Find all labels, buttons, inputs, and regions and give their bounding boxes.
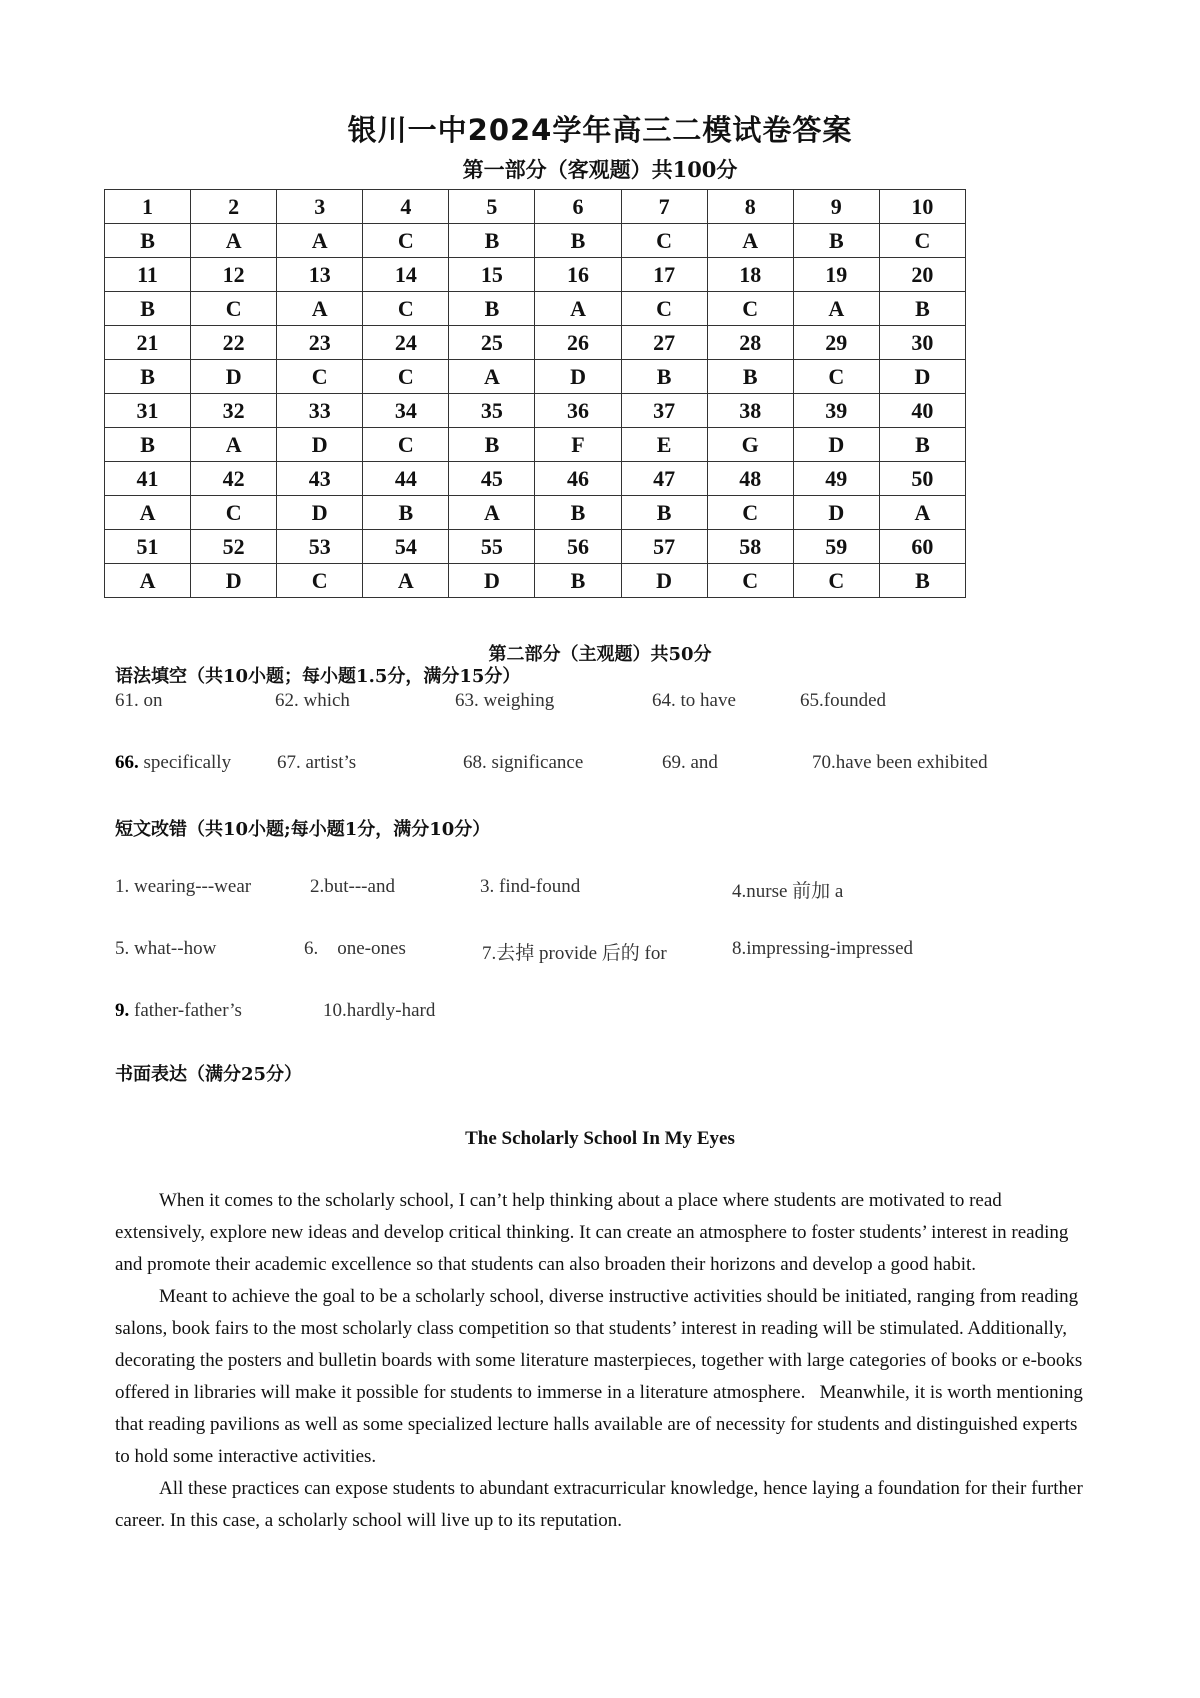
question-number-cell: 23 <box>277 326 363 360</box>
answer-cell: D <box>191 564 277 598</box>
answer-cell: B <box>449 292 535 326</box>
question-number-cell: 12 <box>191 258 277 292</box>
correction-answer: 10.hardly-hard <box>323 1000 436 1021</box>
question-number-cell: 31 <box>105 394 191 428</box>
question-number-cell: 57 <box>621 530 707 564</box>
question-number-row <box>105 530 966 564</box>
question-number-row <box>105 326 966 360</box>
answer-cell: C <box>363 360 449 394</box>
correction-answer: 5. what--how <box>115 938 217 959</box>
answer-cell: D <box>277 496 363 530</box>
question-number-cell: 29 <box>793 326 879 360</box>
correction-answer <box>115 1000 242 1022</box>
question-number-cell: 60 <box>879 530 965 564</box>
essay-paragraph: When it comes to the scholarly school, I can’t help thinking about a place where students are motivated to read extensively, explore new ideas and develop critical thinking. It can create an atmosphere to foster students’ interest in reading and promote their academic excellence so that students can also broaden their horizons and develop a good habit. <box>115 1190 1069 1275</box>
answer-cell: D <box>277 428 363 462</box>
answer-cell: B <box>621 496 707 530</box>
question-number-cell: 13 <box>277 258 363 292</box>
question-number-cell: 59 <box>793 530 879 564</box>
answer-cell: G <box>707 428 793 462</box>
question-number-cell: 47 <box>621 462 707 496</box>
answer-cell: B <box>535 224 621 258</box>
correction-answer: 2.but---and <box>310 876 395 897</box>
answer-cell: B <box>105 224 191 258</box>
essay-paragraph: Meant to achieve the goal to be a scholarly school, diverse instructive activities should be initiated, ranging from reading salons, book fairs to the most scholarly class competition so that students’ interest in reading will be stimulated. Additionally, decorating the posters and bulletin boards with some literature masterpieces, together with large categories of books or e-books offered in libraries will make it possible for students to immerse in a literature atmosphere. Meanwhile, it is worth mentioning that reading pavilions as well as some specialized lecture halls available are of necessity for students and distinguished experts to hold some interactive activities. <box>115 1286 1088 1467</box>
question-number-row <box>105 258 966 292</box>
question-number-cell: 22 <box>191 326 277 360</box>
question-number-cell: 9 <box>793 190 879 224</box>
question-number-cell: 4 <box>363 190 449 224</box>
answer-text: father-father’s <box>129 1000 242 1021</box>
question-number-cell: 56 <box>535 530 621 564</box>
question-number-cell: 35 <box>449 394 535 428</box>
grammar-answer: 70.have been exhibited <box>812 752 988 773</box>
question-number-cell: 53 <box>277 530 363 564</box>
answer-row <box>105 496 966 530</box>
answer-cell: C <box>707 496 793 530</box>
writing-heading: 书面表达（满分25分） <box>115 1064 303 1085</box>
answer-cell: C <box>707 564 793 598</box>
answer-cell: B <box>879 292 965 326</box>
question-number-cell: 37 <box>621 394 707 428</box>
answer-cell: A <box>191 428 277 462</box>
question-number-cell: 21 <box>105 326 191 360</box>
answer-cell: A <box>105 564 191 598</box>
answer-cell: B <box>105 360 191 394</box>
answer-text: specifically <box>138 752 232 773</box>
answer-cell: E <box>621 428 707 462</box>
question-number-cell: 27 <box>621 326 707 360</box>
answer-row <box>105 564 966 598</box>
question-number-cell: 24 <box>363 326 449 360</box>
answer-cell: A <box>363 564 449 598</box>
question-number-cell: 49 <box>793 462 879 496</box>
answer-cell: B <box>621 360 707 394</box>
question-number-cell: 51 <box>105 530 191 564</box>
answer-cell: D <box>191 360 277 394</box>
answer-cell: C <box>621 292 707 326</box>
question-number-cell: 42 <box>191 462 277 496</box>
question-number-cell: 14 <box>363 258 449 292</box>
question-number-cell: 16 <box>535 258 621 292</box>
question-number-cell: 46 <box>535 462 621 496</box>
question-number-cell: 3 <box>277 190 363 224</box>
answer-cell: A <box>449 496 535 530</box>
question-number-cell: 32 <box>191 394 277 428</box>
question-number-cell: 8 <box>707 190 793 224</box>
answer-cell: B <box>793 224 879 258</box>
question-number-cell: 17 <box>621 258 707 292</box>
answer-cell: C <box>191 292 277 326</box>
answer-cell: A <box>793 292 879 326</box>
question-number-cell: 6 <box>535 190 621 224</box>
correction-answer: 7.去掉 provide 后的 for <box>482 943 667 964</box>
question-number-cell: 1 <box>105 190 191 224</box>
question-number-cell: 54 <box>363 530 449 564</box>
answer-cell: D <box>793 428 879 462</box>
question-number-cell: 34 <box>363 394 449 428</box>
question-number-cell: 10 <box>879 190 965 224</box>
grammar-answer: 69. and <box>662 752 718 773</box>
answer-cell: B <box>363 496 449 530</box>
answer-number: 9. <box>115 1000 130 1021</box>
correction-heading: 短文改错（共10小题;每小题1分，满分10分） <box>115 819 491 840</box>
question-number-cell: 39 <box>793 394 879 428</box>
question-number-cell: 26 <box>535 326 621 360</box>
answer-cell: B <box>879 428 965 462</box>
answer-cell: B <box>707 360 793 394</box>
question-number-cell: 55 <box>449 530 535 564</box>
question-number-cell: 48 <box>707 462 793 496</box>
question-number-cell: 33 <box>277 394 363 428</box>
answer-cell: C <box>277 360 363 394</box>
question-number-cell: 52 <box>191 530 277 564</box>
answer-row <box>105 224 966 258</box>
answer-cell: C <box>707 292 793 326</box>
correction-answer: 3. find-found <box>480 876 581 897</box>
question-number-cell: 20 <box>879 258 965 292</box>
answer-cell: B <box>535 564 621 598</box>
question-number-row <box>105 190 966 224</box>
answer-cell: B <box>449 224 535 258</box>
question-number-cell: 36 <box>535 394 621 428</box>
question-number-cell: 58 <box>707 530 793 564</box>
question-number-cell: 11 <box>105 258 191 292</box>
answer-cell: A <box>277 224 363 258</box>
grammar-answer: 62. which <box>275 690 350 711</box>
correction-answer: 6. one-ones <box>304 938 406 959</box>
answer-cell: D <box>621 564 707 598</box>
question-number-cell: 2 <box>191 190 277 224</box>
part2-title: 第二部分（主观题）共50分 <box>488 644 712 665</box>
grammar-answer: 68. significance <box>463 752 584 773</box>
grammar-answer <box>115 752 231 774</box>
answer-cell: A <box>449 360 535 394</box>
question-number-cell: 44 <box>363 462 449 496</box>
answer-cell: D <box>449 564 535 598</box>
answer-cell: D <box>793 496 879 530</box>
answer-cell: C <box>277 564 363 598</box>
question-number-cell: 40 <box>879 394 965 428</box>
answer-cell: C <box>879 224 965 258</box>
correction-answer: 1. wearing---wear <box>115 876 252 897</box>
answer-cell: C <box>793 360 879 394</box>
question-number-cell: 19 <box>793 258 879 292</box>
answer-cell: A <box>535 292 621 326</box>
answer-cell: B <box>105 428 191 462</box>
question-number-row <box>105 462 966 496</box>
answer-table <box>104 189 966 598</box>
question-number-cell: 45 <box>449 462 535 496</box>
question-number-cell: 28 <box>707 326 793 360</box>
answer-cell: C <box>363 428 449 462</box>
answer-cell: C <box>191 496 277 530</box>
grammar-answer: 61. on <box>115 690 163 711</box>
essay-body <box>115 1185 1095 1537</box>
question-number-cell: 25 <box>449 326 535 360</box>
answer-cell: C <box>363 224 449 258</box>
answer-cell: B <box>449 428 535 462</box>
correction-answer: 4.nurse 前加 a <box>732 881 844 902</box>
question-number-cell: 7 <box>621 190 707 224</box>
answer-cell: A <box>191 224 277 258</box>
grammar-answer: 65.founded <box>800 690 887 711</box>
answer-row <box>105 360 966 394</box>
answer-cell: D <box>535 360 621 394</box>
essay-title: The Scholarly School In My Eyes <box>465 1128 735 1149</box>
part1-title: 第一部分（客观题）共100分 <box>462 157 738 182</box>
answer-cell: A <box>277 292 363 326</box>
grammar-answer: 67. artist’s <box>277 752 357 773</box>
answer-cell: C <box>621 224 707 258</box>
question-number-cell: 15 <box>449 258 535 292</box>
answer-cell: B <box>879 564 965 598</box>
question-number-row <box>105 394 966 428</box>
page-title: 银川一中2024学年高三二模试卷答案 <box>347 113 853 147</box>
answer-number: 66. <box>115 752 139 773</box>
answer-cell: B <box>535 496 621 530</box>
question-number-cell: 43 <box>277 462 363 496</box>
answer-row <box>105 428 966 462</box>
answer-cell: A <box>105 496 191 530</box>
question-number-cell: 5 <box>449 190 535 224</box>
correction-answer: 8.impressing-impressed <box>732 938 914 959</box>
answer-row <box>105 292 966 326</box>
question-number-cell: 18 <box>707 258 793 292</box>
answer-cell: A <box>707 224 793 258</box>
answer-cell: C <box>363 292 449 326</box>
grammar-answer: 64. to have <box>652 690 736 711</box>
answer-cell: F <box>535 428 621 462</box>
answer-cell: C <box>793 564 879 598</box>
question-number-cell: 50 <box>879 462 965 496</box>
question-number-cell: 38 <box>707 394 793 428</box>
question-number-cell: 41 <box>105 462 191 496</box>
question-number-cell: 30 <box>879 326 965 360</box>
essay-paragraph: All these practices can expose students to abundant extracurricular knowledge, hence laying a foundation for their further career. In this case, a scholarly school will live up to its reputation. <box>115 1478 1083 1531</box>
grammar-heading: 语法填空（共10小题；每小题1.5分，满分15分） <box>115 666 521 687</box>
grammar-answer: 63. weighing <box>455 690 555 711</box>
answer-cell: B <box>105 292 191 326</box>
answer-cell: D <box>879 360 965 394</box>
answer-cell: A <box>879 496 965 530</box>
